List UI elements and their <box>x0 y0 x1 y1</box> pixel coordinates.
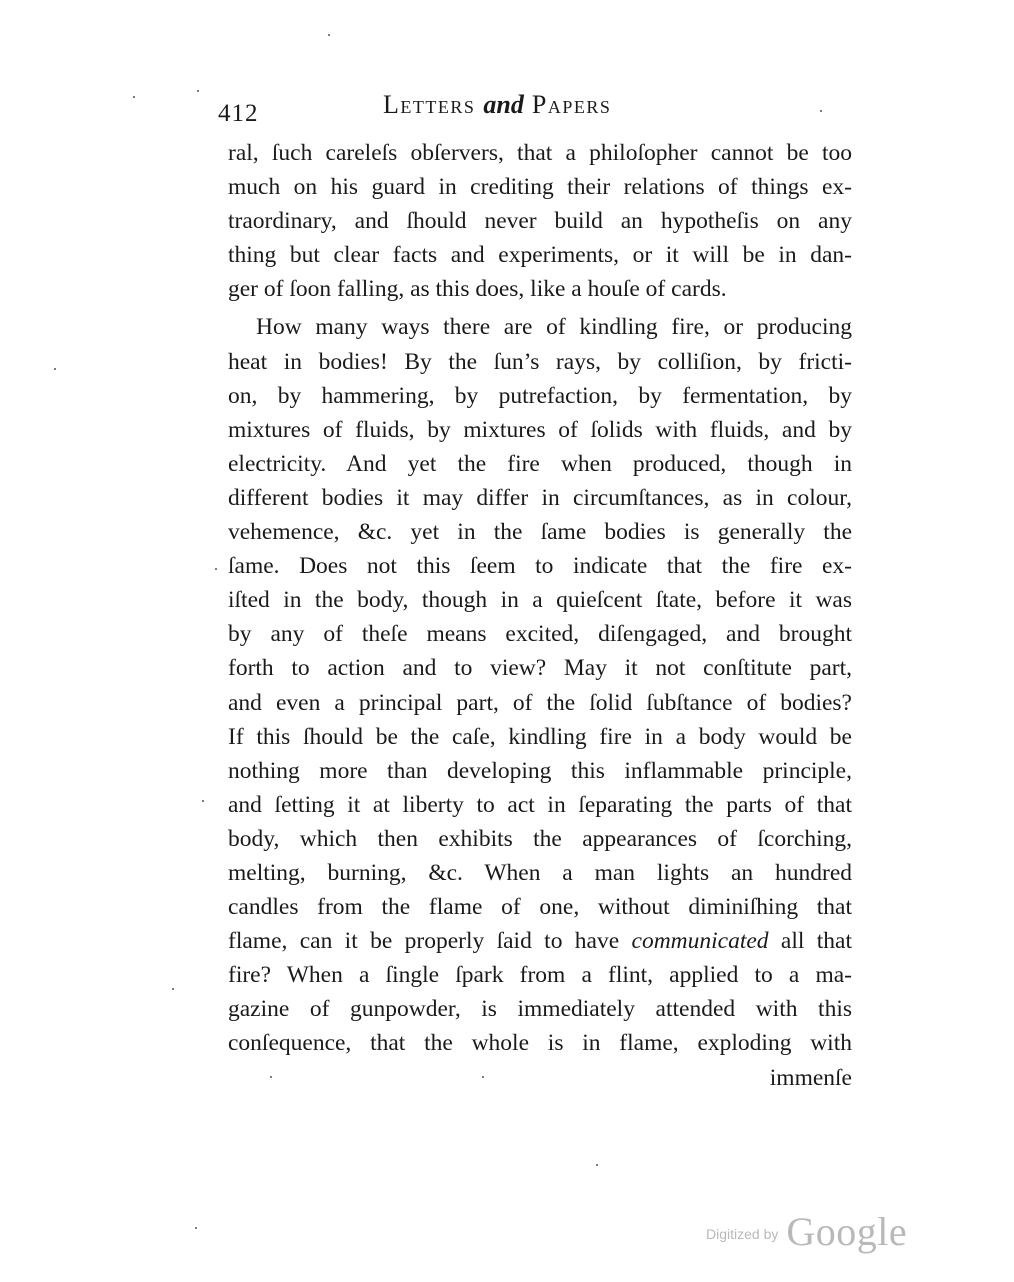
running-head <box>383 90 611 120</box>
watermark-prefix: Digitized by <box>706 1226 779 1242</box>
scan-speck <box>197 90 199 92</box>
text-line: ſame. Does not this ſeem to indicate that the fire ex- <box>228 553 852 580</box>
text-line: fire? When a ſingle ſpark from a flint, applied to a ma- <box>228 962 852 989</box>
paragraph-2 <box>228 310 852 1060</box>
running-head-letters: Letters <box>383 90 484 119</box>
text-line-with-italic <box>228 924 852 958</box>
scan-speck <box>133 96 135 98</box>
google-logo: Google <box>786 1209 908 1254</box>
text-segment: flame, can it be properly ſaid to have <box>228 928 632 955</box>
scan-speck <box>596 1164 598 1166</box>
text-line: candles from the flame of one, without diminiſhing that <box>228 894 852 921</box>
catchword: immenſe <box>769 1064 852 1091</box>
text-line: on, by hammering, by putrefaction, by fermentation, by <box>228 382 852 409</box>
scan-speck <box>202 800 204 802</box>
paragraph-1 <box>228 136 852 306</box>
text-line: forth to action and to view? May it not conſtitute part, <box>228 655 852 682</box>
text-line: ger of ſoon falling, as this does, like a houſe of cards. <box>228 276 727 303</box>
text-line: nothing more than developing this inflammable principle, <box>228 757 852 784</box>
page-header <box>218 88 858 128</box>
text-line: different bodies it may differ in circumſtances, as in colour, <box>228 484 852 511</box>
scan-speck <box>195 1227 197 1229</box>
text-segment: all that <box>768 928 852 955</box>
text-line: If this ſhould be the caſe, kindling fire in a body would be <box>228 723 852 750</box>
text-line: iſted in the body, though in a quieſcent ſtate, before it was <box>228 587 852 614</box>
scan-speck <box>270 1076 272 1078</box>
text-line: ral, ſuch careleſs obſervers, that a philoſopher cannot be too <box>228 140 852 166</box>
scan-speck <box>482 1076 484 1078</box>
digitized-by-google-watermark <box>706 1208 907 1255</box>
text-line: and even a principal part, of the ſolid ſubſtance of bodies? <box>228 689 852 716</box>
text-line: vehemence, &c. yet in the ſame bodies is generally the <box>228 519 852 546</box>
scan-speck <box>172 988 174 990</box>
text-line: body, which then exhibits the appearances of ſcorching, <box>228 825 852 852</box>
text-line: conſequence, that the whole is in flame, exploding with <box>228 1030 852 1057</box>
page-number: 412 <box>218 100 259 127</box>
scan-speck <box>215 568 217 570</box>
scan-speck <box>820 110 822 112</box>
text-line: heat in bodies! By the ſun’s rays, by colliſion, by fricti- <box>228 348 852 375</box>
text-line: and ſetting it at liberty to act in ſeparating the parts of that <box>228 791 852 818</box>
text-line: by any of theſe means excited, diſengaged, and brought <box>228 621 852 648</box>
scan-speck <box>54 368 56 370</box>
text-line: electricity. And yet the fire when produced, though in <box>228 450 852 477</box>
text-line: thing but clear facts and experiments, or it will be in dan- <box>228 242 852 269</box>
italic-word: communicated <box>631 928 769 955</box>
text-line: traordinary, and ſhould never build an hypotheſis on any <box>228 208 852 235</box>
text-line: gazine of gunpowder, is immediately attended with this <box>228 996 852 1023</box>
text-line: much on his guard in crediting their relations of things ex- <box>228 174 852 201</box>
running-head-papers: Papers <box>523 90 612 119</box>
running-head-and: and <box>483 90 524 119</box>
text-line: How many ways there are of kindling fire, or producing <box>256 314 852 341</box>
text-line: melting, burning, &c. When a man lights an hundred <box>228 859 852 886</box>
body-text <box>228 136 852 1095</box>
scan-speck <box>328 34 330 36</box>
text-line: mixtures of fluids, by mixtures of ſolids with fluids, and by <box>228 416 852 443</box>
